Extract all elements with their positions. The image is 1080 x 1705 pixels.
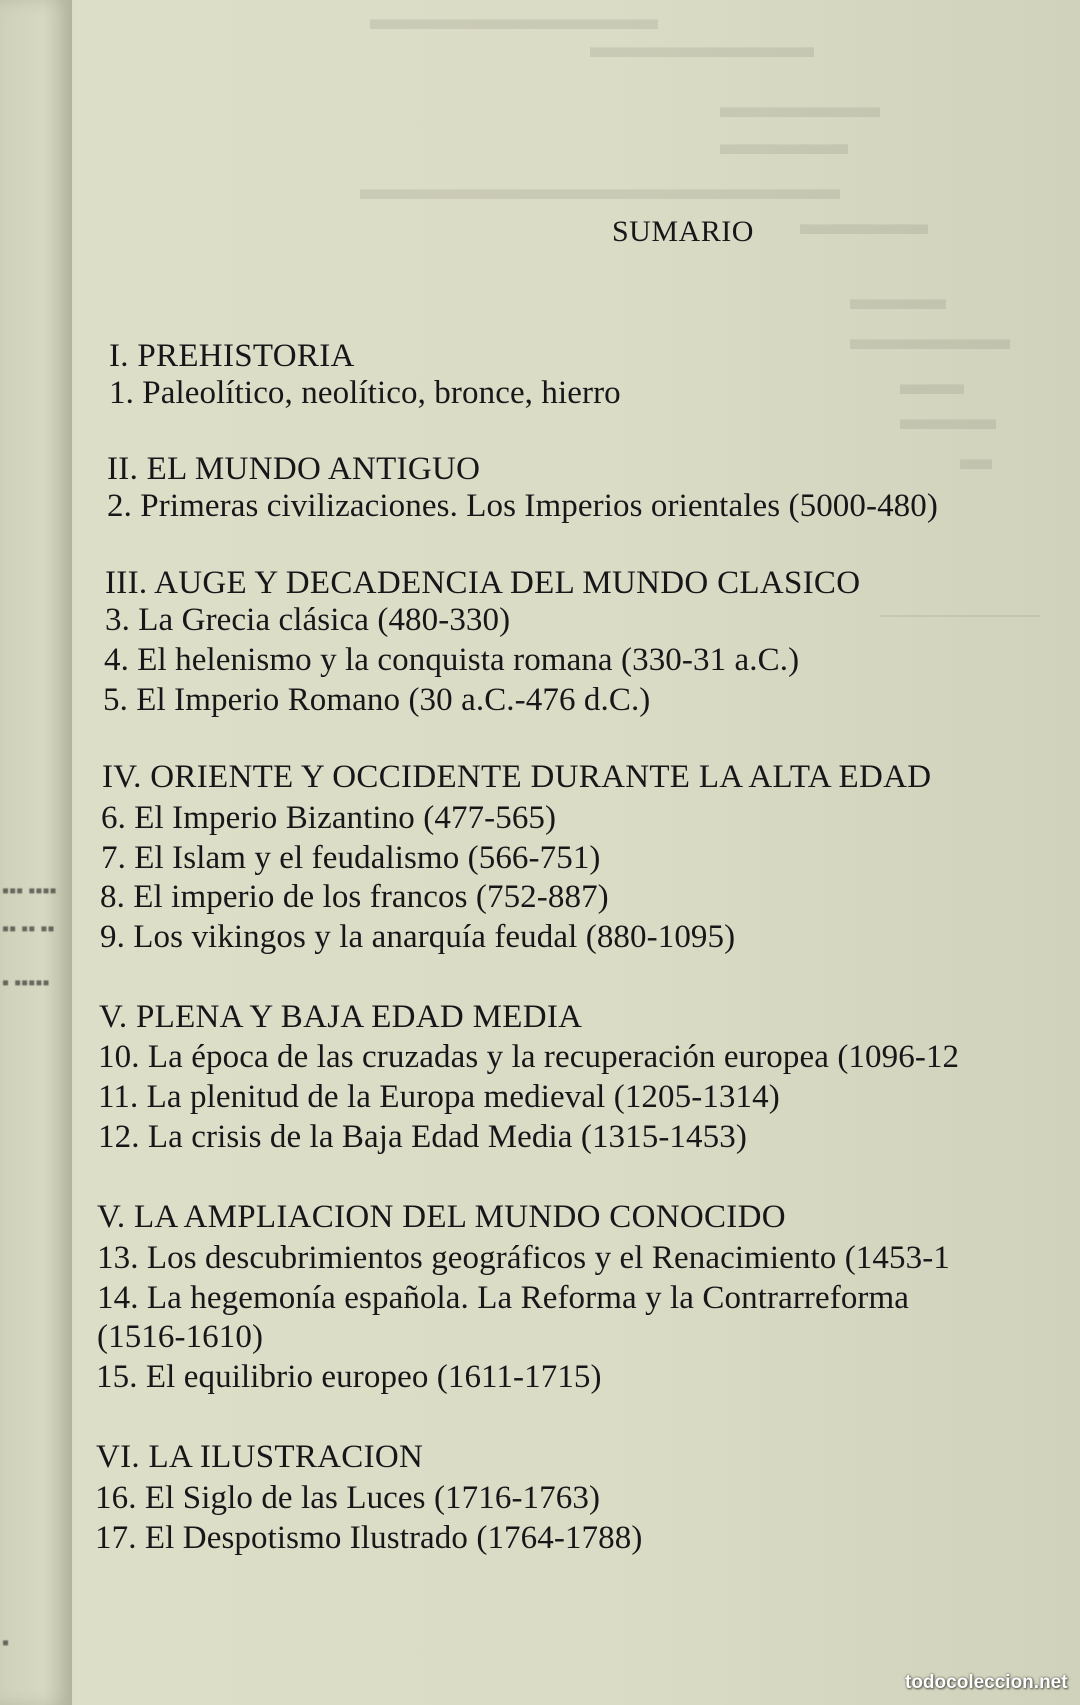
show-through-text: ▬▬ (900, 365, 964, 401)
show-through-text: ▬▬▬▬▬ (720, 88, 880, 124)
show-through-text: ▬▬▬▬ (800, 205, 928, 241)
chapter-entry: 17. El Despotismo Ilustrado (1764-1788) (95, 1520, 643, 1556)
facing-page-fragment: ▪▪ ▪▪ ▪▪ (2, 918, 55, 940)
facing-page-fragment: ▪ ▪▪▪▪▪ (2, 972, 50, 994)
section-heading: IV. ORIENTE Y OCCIDENTE DURANTE LA ALTA EDAD (102, 759, 932, 795)
show-through-text: ▬▬▬▬▬▬▬ (590, 28, 814, 64)
chapter-entry: 3. La Grecia clásica (480-330) (105, 602, 511, 638)
facing-page-fragment: ▪ (2, 1632, 10, 1654)
chapter-entry: 15. El equilibrio europeo (1611-1715) (96, 1359, 602, 1395)
show-through-text: ▬▬▬▬ (720, 125, 848, 161)
chapter-entry: 10. La época de las cruzadas y la recuperación europea (1096-12 (98, 1039, 960, 1075)
show-through-text: ▬ (960, 440, 992, 476)
chapter-entry: 6. El Imperio Bizantino (477-565) (101, 800, 557, 836)
show-through-text: ▬▬▬▬▬ (850, 320, 1010, 356)
chapter-entry: 4. El helenismo y la conquista romana (330-31 a.C.) (104, 642, 800, 678)
page-title: SUMARIO (612, 215, 754, 248)
chapter-entry: 12. La crisis de la Baja Edad Media (1315-1453) (98, 1119, 747, 1155)
section-heading: I. PREHISTORIA (109, 338, 355, 374)
chapter-entry: 11. La plenitud de la Europa medieval (1205-1314) (98, 1079, 780, 1115)
chapter-entry: 13. Los descubrimientos geográficos y el Renacimiento (1453-1 (97, 1240, 950, 1276)
show-through-text: ▬▬▬ (850, 280, 946, 316)
chapter-entry: 7. El Islam y el feudalismo (566-751) (101, 840, 601, 876)
chapter-entry: 16. El Siglo de las Luces (1716-1763) (95, 1480, 601, 1516)
section-heading: II. EL MUNDO ANTIGUO (107, 451, 481, 487)
section-heading: V. PLENA Y BAJA EDAD MEDIA (99, 999, 583, 1035)
chapter-entry: 2. Primeras civilizaciones. Los Imperios orientales (5000-480) (107, 488, 938, 524)
chapter-entry: 8. El imperio de los francos (752-887) (100, 879, 609, 915)
section-heading: III. AUGE Y DECADENCIA DEL MUNDO CLASICO (105, 565, 861, 601)
chapter-entry-continuation: (1516-1610) (97, 1319, 264, 1355)
show-through-text: ▬▬▬▬▬▬▬▬▬ (370, 0, 658, 36)
chapter-entry: 1. Paleolítico, neolítico, bronce, hierro (109, 375, 621, 411)
chapter-entry: 5. El Imperio Romano (30 a.C.-476 d.C.) (103, 682, 651, 718)
watermark-logo: todocoleccion.net (905, 1672, 1068, 1693)
show-through-text: ▬▬▬▬▬▬▬▬▬▬▬▬▬▬▬ (360, 170, 840, 206)
section-heading: V. LA AMPLIACION DEL MUNDO CONOCIDO (97, 1199, 786, 1235)
chapter-entry: 14. La hegemonía española. La Reforma y la Contrarreforma (97, 1280, 910, 1316)
facing-page-fragment: ▪▪▪ ▪▪▪▪ (2, 880, 57, 902)
chapter-entry: 9. Los vikingos y la anarquía feudal (880-1095) (100, 919, 736, 955)
section-heading: VI. LA ILUSTRACION (96, 1439, 424, 1475)
show-through-text: ▬▬▬ (900, 400, 996, 436)
